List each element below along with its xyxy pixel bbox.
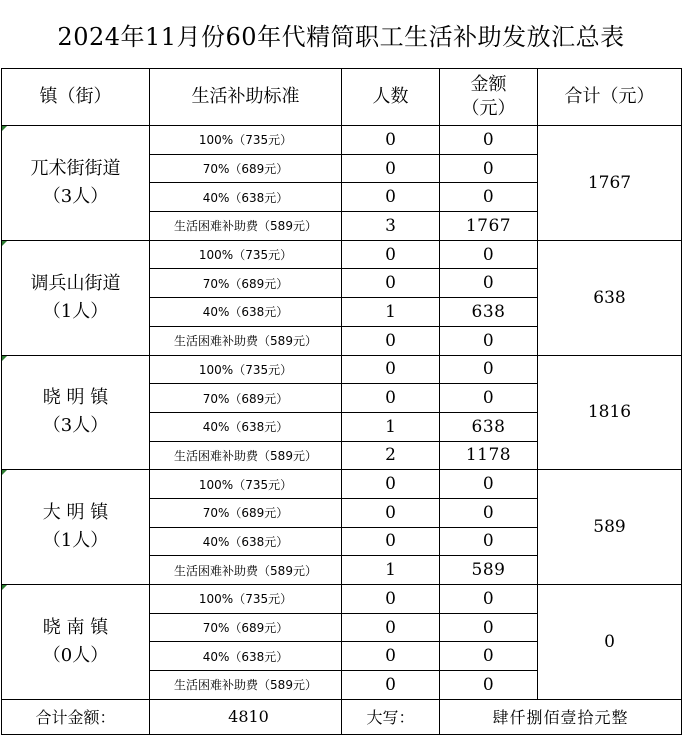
count-cell: 1 [342, 556, 440, 585]
header-town: 镇（街） [2, 69, 150, 126]
table-row [2, 126, 682, 155]
footer-caps-value: 肆仟捌佰壹拾元整 [440, 699, 682, 734]
group-total-cell: 589 [538, 470, 682, 585]
town-people: （1人） [42, 530, 109, 552]
standard-cell: 生活困难补助费（589元） [150, 326, 342, 355]
footer-total-label: 合计金额： [2, 699, 150, 734]
amount-cell: 0 [440, 154, 538, 183]
count-cell: 0 [342, 183, 440, 212]
count-cell: 0 [342, 154, 440, 183]
standard-cell: 生活困难补助费（589元） [150, 212, 342, 241]
amount-cell: 0 [440, 126, 538, 155]
amount-cell: 0 [440, 527, 538, 556]
amount-cell: 1767 [440, 212, 538, 241]
standard-cell: 40%（638元） [150, 527, 342, 556]
amount-cell: 589 [440, 556, 538, 585]
count-cell: 0 [342, 326, 440, 355]
footer-row [2, 699, 682, 734]
town-name: 兀术街街道 [30, 157, 121, 179]
header-total: 合计（元） [538, 69, 682, 126]
standard-cell: 70%（689元） [150, 269, 342, 298]
standard-cell: 40%（638元） [150, 412, 342, 441]
amount-cell: 0 [440, 470, 538, 499]
cell-marker-icon [2, 241, 7, 246]
town-people: （0人） [42, 644, 109, 666]
footer-caps-label: 大写： [342, 699, 440, 734]
header-row [2, 69, 682, 126]
header-amount-line2: （元） [461, 98, 516, 119]
header-amount-line1: 金额 [470, 74, 507, 95]
town-name: 晓 明 镇 [42, 387, 109, 409]
count-cell: 1 [342, 298, 440, 327]
count-cell: 2 [342, 441, 440, 470]
amount-cell: 0 [440, 642, 538, 671]
count-cell: 0 [342, 585, 440, 614]
standard-cell: 40%（638元） [150, 298, 342, 327]
count-cell: 0 [342, 642, 440, 671]
town-people: （3人） [42, 185, 109, 207]
amount-cell: 0 [440, 585, 538, 614]
town-cell [2, 585, 150, 700]
town-name: 调兵山街道 [30, 272, 121, 294]
town-people: （3人） [42, 415, 109, 437]
group-total-cell: 1816 [538, 355, 682, 470]
amount-cell: 0 [440, 613, 538, 642]
amount-cell: 638 [440, 412, 538, 441]
town-name: 晓 南 镇 [42, 616, 109, 638]
standard-cell: 40%（638元） [150, 642, 342, 671]
standard-cell: 生活困难补助费（589元） [150, 556, 342, 585]
amount-cell: 0 [440, 240, 538, 269]
standard-cell: 100%（735元） [150, 126, 342, 155]
count-cell: 3 [342, 212, 440, 241]
amount-cell: 0 [440, 671, 538, 700]
group-total-cell: 1767 [538, 126, 682, 241]
town-cell [2, 355, 150, 470]
count-cell: 0 [342, 527, 440, 556]
amount-cell: 0 [440, 326, 538, 355]
amount-cell: 1178 [440, 441, 538, 470]
standard-cell: 70%（689元） [150, 384, 342, 413]
header-standard: 生活补助标准 [150, 69, 342, 126]
town-cell [2, 126, 150, 241]
standard-cell: 生活困难补助费（589元） [150, 671, 342, 700]
amount-cell: 0 [440, 384, 538, 413]
count-cell: 0 [342, 671, 440, 700]
group-total-cell: 638 [538, 240, 682, 355]
town-people: （1人） [42, 300, 109, 322]
amount-cell: 0 [440, 355, 538, 384]
town-cell [2, 240, 150, 355]
count-cell: 0 [342, 240, 440, 269]
amount-cell: 0 [440, 183, 538, 212]
standard-cell: 100%（735元） [150, 355, 342, 384]
table-row [2, 355, 682, 384]
header-amount [440, 69, 538, 126]
amount-cell: 0 [440, 269, 538, 298]
count-cell: 0 [342, 470, 440, 499]
town-name: 大 明 镇 [42, 502, 109, 524]
cell-marker-icon [2, 356, 7, 361]
cell-marker-icon [2, 585, 7, 590]
standard-cell: 生活困难补助费（589元） [150, 441, 342, 470]
group-total-cell: 0 [538, 585, 682, 700]
count-cell: 0 [342, 498, 440, 527]
standard-cell: 100%（735元） [150, 470, 342, 499]
count-cell: 0 [342, 269, 440, 298]
cell-marker-icon [2, 126, 7, 131]
standard-cell: 100%（735元） [150, 585, 342, 614]
amount-cell: 0 [440, 498, 538, 527]
header-count: 人数 [342, 69, 440, 126]
summary-table [1, 68, 682, 735]
standard-cell: 70%（689元） [150, 154, 342, 183]
count-cell: 0 [342, 126, 440, 155]
amount-cell: 638 [440, 298, 538, 327]
document-title: 2024年11月份60年代精简职工生活补助发放汇总表 [57, 22, 625, 51]
table-row [2, 240, 682, 269]
footer-total-value: 4810 [150, 699, 342, 734]
standard-cell: 40%（638元） [150, 183, 342, 212]
town-cell [2, 470, 150, 585]
count-cell: 0 [342, 355, 440, 384]
standard-cell: 100%（735元） [150, 240, 342, 269]
count-cell: 1 [342, 412, 440, 441]
standard-cell: 70%（689元） [150, 613, 342, 642]
table-row [2, 470, 682, 499]
cell-marker-icon [2, 470, 7, 475]
count-cell: 0 [342, 384, 440, 413]
count-cell: 0 [342, 613, 440, 642]
standard-cell: 70%（689元） [150, 498, 342, 527]
table-row [2, 585, 682, 614]
